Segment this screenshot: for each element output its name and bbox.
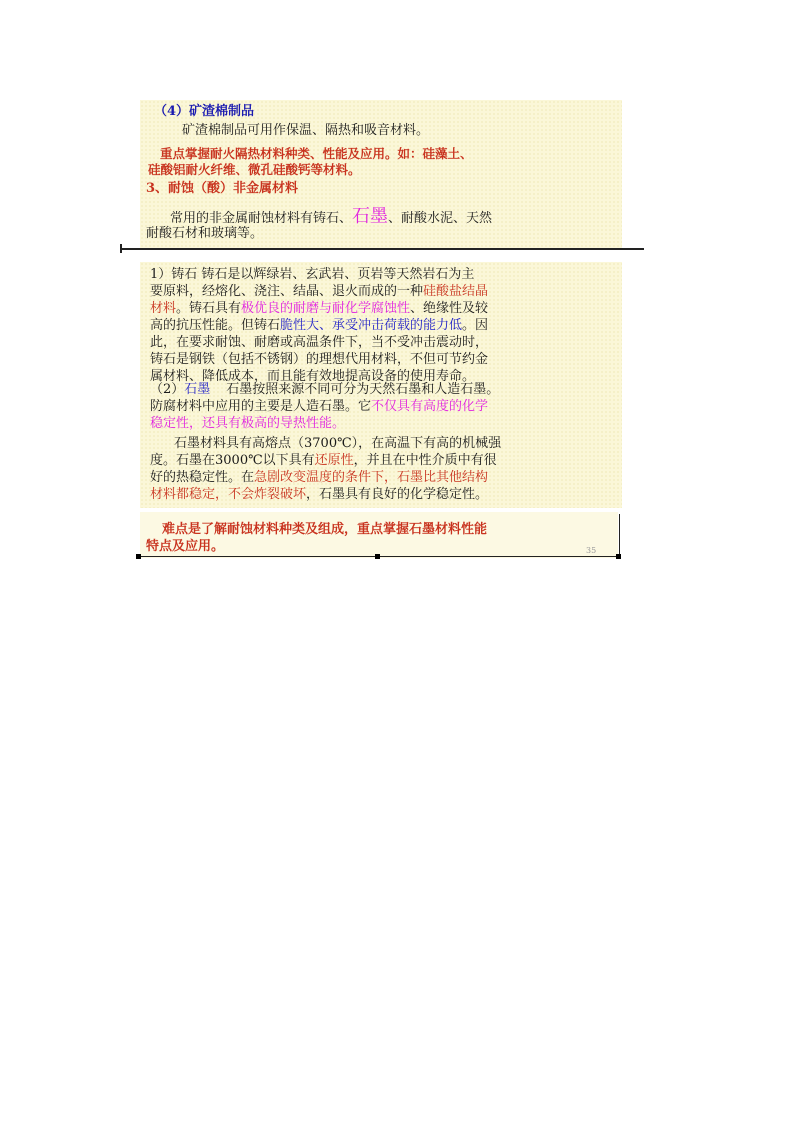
p1-line4-c: 。因: [462, 318, 489, 333]
intro-highlight-graphite: 石墨: [352, 206, 389, 227]
p2-line2: [150, 399, 488, 415]
p2-line2-highlight: 不仅具有高度的化学: [371, 399, 489, 414]
slide1-intro-line2: 耐酸石材和玻璃等。: [146, 226, 264, 241]
p1-line3-a: 材料: [150, 301, 177, 316]
slide1-intro-line1: [170, 206, 493, 227]
slide1-section-title: 3、耐蚀（酸）非金属材料: [146, 181, 299, 196]
intro-text-a: 常用的非金属耐蚀材料有铸石、: [170, 211, 353, 226]
p3-line1: 石墨材料具有高熔点（3700℃），在高温下有高的机械强: [174, 436, 502, 451]
p2-title: 石墨: [184, 382, 211, 397]
slide1-body: 矿渣棉制品可用作保温、隔热和吸音材料。: [182, 123, 430, 138]
p1-line4-highlight: 脆性大、承受冲击荷载的能力低: [280, 318, 463, 333]
p1-line4-a: 高的抗压性能。但铸石: [150, 318, 281, 333]
p1-line7: 属材料、降低成本，而且能有效地提高设备的使用寿命。: [150, 369, 476, 384]
resize-handle-bottom-center[interactable]: [375, 554, 380, 559]
resize-handle-bottom-right[interactable]: [616, 554, 621, 559]
slide1-note-line1: 重点掌握耐火隔热材料种类、性能及应用。如：硅藻土、: [160, 146, 473, 161]
slide1-note-line2: 硅酸铝耐火纤维、微孔硅酸钙等材料。: [148, 162, 361, 177]
p1-line5: 此，在要求耐蚀、耐磨或高温条件下，当不受冲击震动时，: [150, 335, 489, 350]
p1-line3-b: 。铸石具有: [176, 301, 242, 316]
p1-line3-highlight: 极优良的耐磨与耐化学腐蚀性: [241, 301, 411, 316]
p3-line4-b: ，石墨具有良好的化学稳定性。: [306, 487, 489, 502]
summary-line2: 特点及应用。: [146, 539, 225, 554]
intro-text-b: 、耐酸水泥、天然: [388, 211, 493, 226]
p1-line6: 铸石是钢铁（包括不锈钢）的理想代用材料，不但可节约金: [150, 352, 489, 367]
p1-line1: 1）铸石 铸石是以辉绿岩、玄武岩、页岩等天然岩石为主: [150, 267, 475, 282]
p2-line3: 稳定性，还具有极高的导热性能。: [150, 416, 346, 431]
p3-line4-highlight: 材料都稳定，不会炸裂破坏: [150, 487, 307, 502]
p1-line2: [150, 284, 488, 300]
p3-line4: [150, 487, 488, 503]
p1-line2-a: 要原料，经熔化、浇注、结晶、退火而成的一种: [150, 284, 424, 299]
p3-line2-c: ，并且在中性介质中有很: [353, 453, 497, 468]
p1-line3-d: 、绝缘性及较: [410, 301, 489, 316]
p3-line3-highlight: 急剧改变温度的条件下，石墨比其他结构: [254, 470, 489, 485]
summary-line1: 难点是了解耐蚀材料种类及组成，重点掌握石墨材料性能: [162, 522, 488, 537]
p2-label: （2）: [150, 382, 185, 397]
p2-line2-a: 防腐材料中应用的主要是人造石墨。它: [150, 399, 372, 414]
page-number: 35: [586, 546, 597, 555]
resize-handle-bottom-left[interactable]: [136, 554, 141, 559]
p3-line3-a: 好的热稳定性。在: [150, 470, 255, 485]
p1-line3: [150, 301, 488, 317]
p1-line4: [150, 318, 488, 334]
slide-summary: [140, 512, 618, 558]
slide-divider: [120, 248, 644, 250]
p3-line2-a: 度。石墨在3000℃以下具有: [150, 453, 315, 468]
p3-line2-highlight: 还原性: [314, 453, 354, 468]
p1-line2-highlight: 硅酸盐结晶: [423, 284, 489, 299]
selection-frame-right: [619, 514, 620, 557]
slide1-heading: （4）矿渣棉制品: [154, 104, 255, 119]
p3-line3: [150, 470, 488, 486]
p3-line2: [150, 453, 497, 469]
slide-cast-stone-graphite: [140, 262, 622, 508]
p2-line1-text: 石墨按照来源不同可分为天然石墨和人造石墨。: [226, 382, 500, 397]
slide-divider-tick: [120, 244, 122, 253]
p2-line1: [150, 382, 499, 398]
slide-slag-wool: [140, 100, 622, 248]
